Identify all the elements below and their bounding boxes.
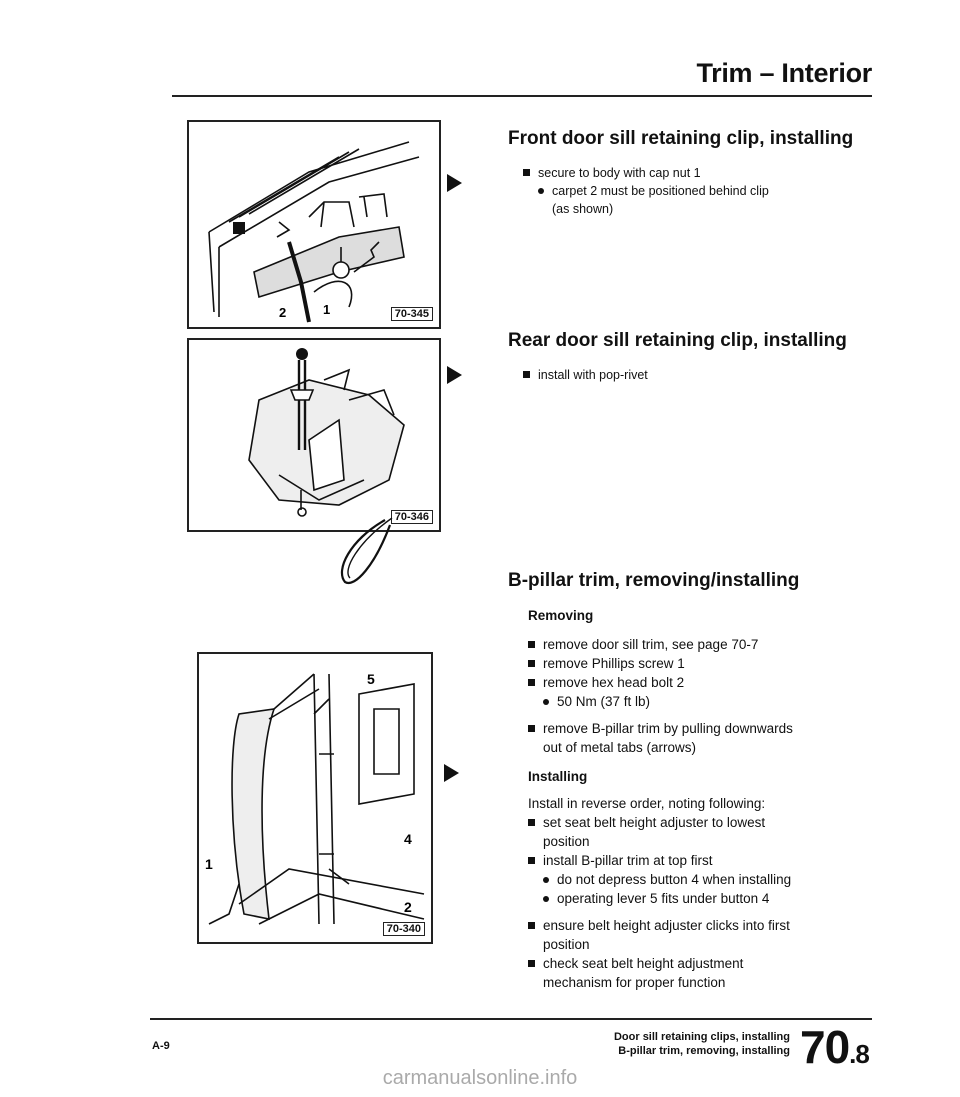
- instruction-line: operating lever 5 fits under button 4: [528, 889, 888, 908]
- section-b-pillar: [508, 570, 888, 992]
- callout-2: 2: [404, 899, 412, 915]
- page-number-minor: .8: [849, 1039, 869, 1069]
- instruction-line: position: [543, 834, 590, 849]
- figure-label: 70-340: [383, 922, 425, 936]
- instruction-line: mechanism for proper function: [543, 975, 726, 990]
- instruction-line: secure to body with cap nut 1: [508, 164, 888, 182]
- header-rule: [150, 95, 872, 97]
- pointer-arrow-icon: [447, 174, 462, 192]
- instruction-line: (as shown): [552, 202, 614, 216]
- figure-b-pillar-trim: [197, 652, 433, 944]
- instruction-line: install B-pillar trim at top first: [528, 851, 888, 870]
- instruction-line: check seat belt height adjustment: [528, 954, 888, 973]
- page-title: Trim – Interior: [696, 58, 872, 88]
- instruction-line: Install in reverse order, noting following:: [528, 796, 766, 811]
- figure-label: 70-345: [391, 307, 433, 321]
- callout-5: 5: [367, 671, 375, 687]
- page-number: [800, 1020, 869, 1074]
- callout-4: 4: [404, 831, 412, 847]
- footer-description-line: Door sill retaining clips, installing: [613, 1031, 790, 1043]
- instruction-line: do not depress button 4 when installing: [528, 870, 888, 889]
- section-title: Rear door sill retaining clip, installing: [508, 330, 847, 351]
- section-title: B-pillar trim, removing/installing: [508, 570, 800, 591]
- footer-description: [560, 1030, 790, 1058]
- strap-illustration: [330, 510, 410, 590]
- page-id: A-9: [152, 1040, 170, 1052]
- figure-rear-sill-clip: [187, 338, 441, 532]
- section-title: Front door sill retaining clip, installing: [508, 128, 854, 149]
- footer-rule: [150, 1018, 872, 1020]
- pointer-arrow-icon: [444, 764, 459, 782]
- instruction-line: remove Phillips screw 1: [528, 654, 888, 673]
- instruction-line: install with pop-rivet: [508, 366, 888, 384]
- instruction-line: position: [543, 937, 590, 952]
- instruction-line: set seat belt height adjuster to lowest: [528, 813, 888, 832]
- figure-front-sill-clip: [187, 120, 441, 329]
- footer-description-line: B-pillar trim, removing, installing: [618, 1045, 790, 1057]
- watermark: carmanualsonline.info: [382, 1067, 578, 1089]
- subheading-removing: Removing: [528, 608, 594, 623]
- instruction-line: remove B-pillar trim by pulling downwards: [528, 719, 888, 738]
- instruction-line: remove hex head bolt 2: [528, 673, 888, 692]
- callout-2: 2: [279, 305, 287, 320]
- callout-1: 1: [205, 856, 213, 872]
- instruction-line: ensure belt height adjuster clicks into first: [528, 916, 888, 935]
- page-number-major: 70: [800, 1021, 850, 1073]
- header-rule-gap: [150, 95, 172, 97]
- section-front-sill: [508, 128, 888, 218]
- instruction-line: carpet 2 must be positioned behind clip: [508, 182, 888, 200]
- pointer-arrow-icon: [447, 366, 462, 384]
- instruction-line: 50 Nm (37 ft lb): [528, 692, 888, 711]
- instruction-line: remove door sill trim, see page 70-7: [528, 635, 888, 654]
- section-rear-sill: [508, 330, 888, 384]
- subheading-installing: Installing: [528, 769, 588, 784]
- callout-1: 1: [323, 302, 331, 317]
- instruction-line: out of metal tabs (arrows): [543, 740, 697, 755]
- figure-label: 70-346: [391, 510, 433, 524]
